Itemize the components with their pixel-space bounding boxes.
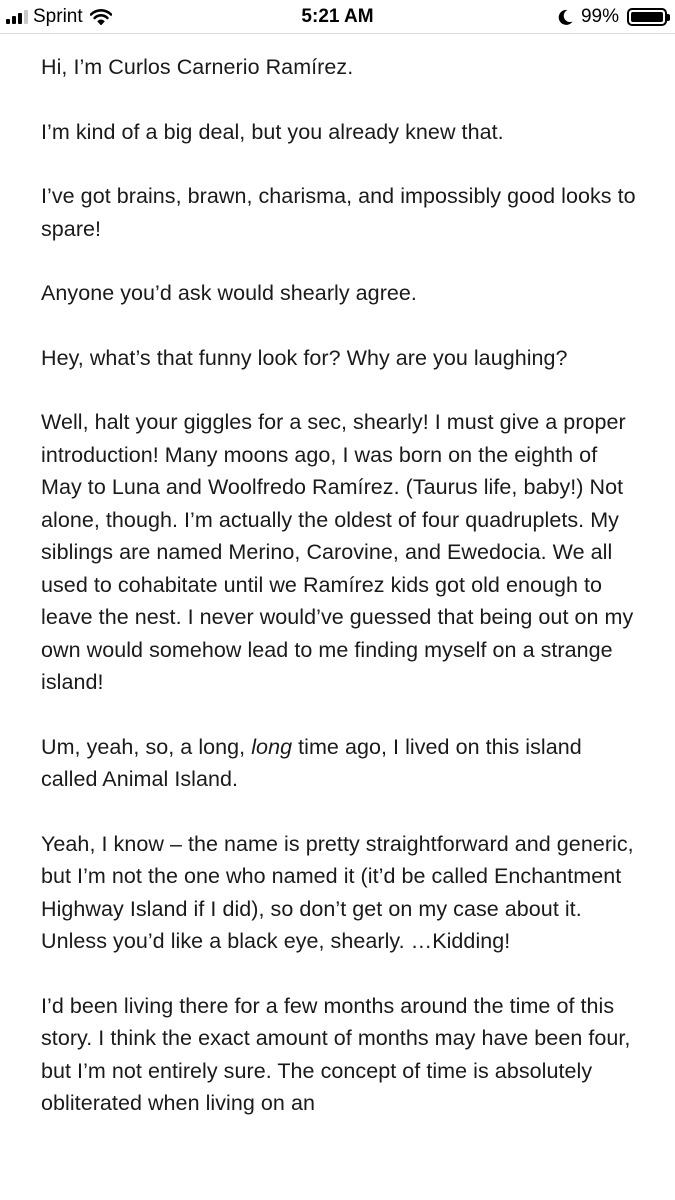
paragraph-text: Um, yeah, so, a long, — [41, 734, 252, 759]
paragraph: Hi, I’m Curlos Carnerio Ramírez. — [41, 55, 354, 79]
moon-icon — [558, 9, 573, 26]
paragraph: Anyone you’d ask would shearly agree. — [41, 281, 417, 305]
status-bar — [0, 0, 675, 34]
battery-percentage: 99% — [580, 6, 619, 27]
status-right — [558, 6, 667, 28]
paragraph — [41, 731, 641, 796]
paragraph: Hey, what’s that funny look for? Why are you laughing? — [41, 345, 568, 370]
battery-cap — [667, 14, 670, 21]
carrier-name: Sprint — [33, 6, 83, 27]
paragraph: Yeah, I know – the name is pretty straightforward and generic, but I’m not the one who named it (it’d be called Enchantment Highway Island if I did), so don’t get on my case about it. Unless you’d like a black eye, shearly. …Kidding! — [41, 831, 634, 953]
story-text — [41, 51, 641, 1152]
paragraph: I’ve got brains, brawn, charisma, and impossibly good looks to spare! — [41, 184, 636, 241]
battery-level-fill — [631, 12, 663, 22]
emphasized-text: long — [251, 734, 293, 759]
paragraph: Well, halt your giggles for a sec, shearly! I must give a proper introduction! Many moons ago, I was born on the eighth of May to Luna and Woolfredo Ramírez. (Taurus life, baby!) Not alone, though. I’m actually the oldest of four quadruplets. My siblings are named Merino, Carovine, and Ewedocia. We all used to cohabitate until we Ramírez kids got old enough to leave the nest. I never would’ve guessed that being out on my own would somehow lead to me finding myself on a strange island! — [41, 410, 634, 694]
paragraph-text: time ago, I lived on this island called Animal Island. — [41, 734, 582, 791]
battery-icon — [627, 8, 667, 26]
status-time: 5:21 AM — [301, 6, 374, 27]
paragraph: I’m kind of a big deal, but you already knew that. — [41, 119, 504, 144]
paragraph: I’d been living there for a few months around the time of this story. I think the exact amount of months may have been four, but I’m not entirely sure. The concept of time is absolutely obliterated when living on an — [41, 993, 631, 1115]
